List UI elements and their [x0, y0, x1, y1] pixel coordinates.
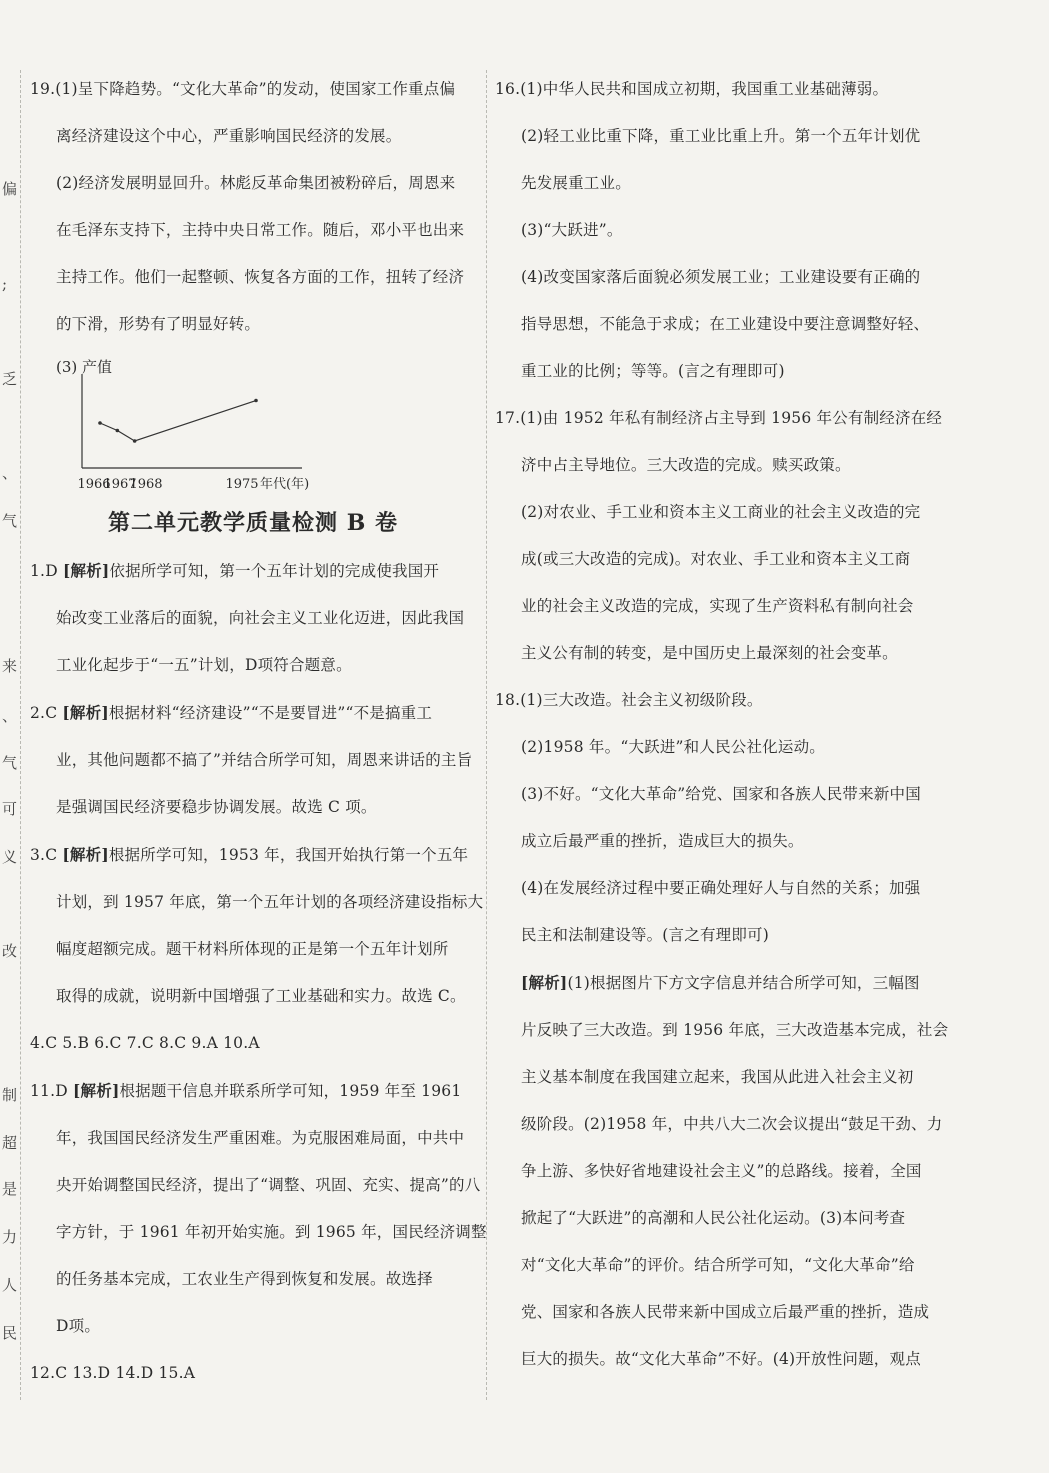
edge-char: ; [2, 275, 8, 293]
q19-line: 在毛泽东支持下，主持中央日常工作。随后，邓小平也出来 [56, 221, 465, 239]
edge-char: 改 [2, 942, 18, 960]
edge-char: 民 [2, 1324, 18, 1342]
q18-line: (4)在发展经济过程中要正确处理好人与自然的关系；加强 [521, 879, 921, 897]
edge-char: 来 [2, 657, 18, 675]
q19-line: (2)经济发展明显回升。林彪反革命集团被粉碎后，周恩来 [56, 174, 456, 192]
edge-char: 、 [2, 707, 18, 725]
x-tick-label: 1975 [225, 477, 259, 492]
edge-char: 乏 [2, 370, 18, 388]
q16-line: 指导思想，不能急于求成；在工业建设中要注意调整好轻、 [521, 315, 930, 333]
q19-line: 的下滑，形势有了明显好转。 [56, 315, 261, 333]
edge-char: 超 [2, 1134, 18, 1152]
answer-number: 1.D [30, 562, 63, 580]
answer-number: 2.C [30, 704, 63, 722]
analysis-tag: [解析] [62, 845, 109, 864]
right-column [495, 66, 955, 1383]
q18-line: 成立后最严重的挫折，造成巨大的损失。 [521, 832, 804, 850]
q17-line: 成(或三大改造的完成)。对农业、手工业和资本主义工商 [521, 550, 911, 568]
chart-y-label: 产值 [82, 358, 113, 376]
answer-number: 3.C [30, 846, 63, 864]
q16-line: (2)轻工业比重下降，重工业比重上升。第一个五年计划优 [521, 127, 921, 145]
answer-line: 取得的成就，说明新中国增强了工业基础和实力。故选 C。 [56, 987, 466, 1005]
data-point [116, 429, 120, 433]
edge-char: 气 [2, 754, 18, 772]
answer-line: D项。 [56, 1317, 101, 1335]
answer-line: 始改变工业落后的面貌，向社会主义工业化迈进，因此我国 [56, 609, 465, 627]
line-chart [30, 352, 450, 492]
answer-line: 工业化起步于“一五”计划，D项符合题意。 [56, 656, 352, 674]
q16-line: (4)改变国家落后面貌必须发展工业；工业建设要有正确的 [521, 268, 921, 286]
q18-analysis-line: 巨大的损失。故“文化大革命”不好。(4)开放性问题，观点 [521, 1350, 921, 1368]
answer-text: 依据所学可知，第一个五年计划的完成使我国开 [109, 562, 440, 580]
answer-line: 是强调国民经济要稳步协调发展。故选 C 项。 [56, 798, 377, 816]
q16-line: 重工业的比例；等等。(言之有理即可) [521, 362, 785, 380]
data-point [133, 439, 137, 443]
q19-line: 19.(1)呈下降趋势。“文化大革命”的发动，使国家工作重点偏 [30, 80, 456, 98]
q18-line: (2)1958 年。“大跃进”和人民公社化运动。 [521, 738, 825, 756]
q17-line: 济中占主导地位。三大改造的完成。赎买政策。 [521, 456, 851, 474]
left-column [30, 66, 487, 1397]
q18-analysis-line: 党、国家和各族人民带来新中国成立后最严重的挫折，造成 [521, 1303, 930, 1321]
output-value-chart [30, 352, 476, 492]
q19-line: 离经济建设这个中心，严重影响国民经济的发展。 [56, 127, 402, 145]
q18-analysis-line: 片反映了三大改造。到 1956 年底，三大改造基本完成，社会 [521, 1021, 949, 1039]
edge-char: 力 [2, 1228, 18, 1246]
answer-line: 业，其他问题都不搞了”并结合所学可知，周恩来讲话的主旨 [56, 751, 473, 769]
answer-text: 根据所学可知，1953 年，我国开始执行第一个五年 [108, 846, 469, 864]
analysis-tag: [解析] [62, 561, 110, 580]
answer-text: 根据题干信息并联系所学可知，1959 年至 1961 [119, 1082, 462, 1100]
data-point [254, 399, 258, 403]
answer-1-line [30, 547, 476, 595]
answer-number: 11.D [30, 1082, 74, 1100]
q18-analysis-line: 级阶段。(2)1958 年，中共八大二次会议提出“鼓足干劲、力 [521, 1115, 943, 1133]
column-divider [486, 70, 487, 1400]
q18-analysis-line: 争上游、多快好省地建设社会主义”的总路线。接着，全国 [521, 1162, 922, 1180]
q18-line: 民主和法制建设等。(言之有理即可) [521, 926, 769, 944]
analysis-text: (1)根据图片下方文字信息并结合所学可知，三幅图 [567, 974, 920, 992]
q18-line: 18.(1)三大改造。社会主义初级阶段。 [495, 691, 763, 709]
answers-4-10: 4.C 5.B 6.C 7.C 8.C 9.A 10.A [30, 1034, 260, 1052]
answer-line: 计划，到 1957 年底，第一个五年计划的各项经济建设指标大 [56, 893, 484, 911]
x-tick-label: 1966 [77, 477, 111, 492]
q16-line: (3)“大跃进”。 [521, 221, 623, 239]
q19-line: 主持工作。他们一起整顿、恢复各方面的工作，扭转了经济 [56, 268, 465, 286]
edge-char: 制 [2, 1086, 18, 1104]
answer-2-line [30, 689, 476, 737]
analysis-tag: [解析] [521, 973, 568, 992]
q17-line: 17.(1)由 1952 年私有制经济占主导到 1956 年公有制经济在经 [495, 409, 943, 427]
q18-analysis-line: 对“文化大革命”的评价。结合所学可知，“文化大革命”给 [521, 1256, 915, 1274]
edge-char: 气 [2, 512, 18, 530]
chart-part-label: (3) [56, 358, 78, 376]
q17-line: 主义公有制的转变，是中国历史上最深刻的社会变革。 [521, 644, 898, 662]
answer-line: 幅度超额完成。题干材料所体现的正是第一个五年计划所 [56, 940, 449, 958]
answer-line: 的任务基本完成，工农业生产得到恢复和发展。故选择 [56, 1270, 433, 1288]
edge-char: 人 [2, 1276, 18, 1294]
series-line [100, 401, 256, 442]
data-point [98, 421, 102, 425]
q18-line: (3)不好。“文化大革命”给党、国家和各族人民带来新中国 [521, 785, 921, 803]
x-axis-label: 年代(年) [260, 477, 310, 492]
section-title: 第二单元教学质量检测 B 卷 [108, 510, 398, 536]
answer-line: 央开始调整国民经济，提出了“调整、巩固、充实、提高”的八 [56, 1176, 481, 1194]
x-tick-label: 1967 [103, 477, 137, 492]
q18-analysis-line [495, 959, 955, 1007]
analysis-tag: [解析] [73, 1081, 120, 1100]
left-edge-fragment [0, 0, 18, 1473]
edge-char: 、 [2, 464, 18, 482]
answer-line: 字方针，于 1961 年初开始实施。到 1965 年，国民经济调整 [56, 1223, 487, 1241]
q17-line: (2)对农业、手工业和资本主义工商业的社会主义改造的完 [521, 503, 921, 521]
analysis-tag: [解析] [62, 703, 109, 722]
edge-char: 是 [2, 1180, 18, 1198]
left-divider [20, 70, 21, 1400]
edge-char: 义 [2, 848, 18, 866]
edge-char: 可 [2, 800, 18, 818]
edge-char: 偏 [2, 180, 18, 198]
answer-11-line [30, 1067, 476, 1115]
answer-line: 年，我国国民经济发生严重困难。为克服困难局面，中共中 [56, 1129, 465, 1147]
q16-line: 16.(1)中华人民共和国成立初期，我国重工业基础薄弱。 [495, 80, 889, 98]
q18-analysis-line: 主义基本制度在我国建立起来，我国从此进入社会主义初 [521, 1068, 914, 1086]
answers-12-15: 12.C 13.D 14.D 15.A [30, 1364, 196, 1382]
q16-line: 先发展重工业。 [521, 174, 631, 192]
x-tick-label: 1968 [129, 477, 163, 492]
answer-3-line [30, 831, 476, 879]
answer-text: 根据材料“经济建设”“不是要冒进”“不是搞重工 [108, 704, 433, 722]
q17-line: 业的社会主义改造的完成，实现了生产资料私有制向社会 [521, 597, 914, 615]
q18-analysis-line: 掀起了“大跃进”的高潮和人民公社化运动。(3)本问考查 [521, 1209, 906, 1227]
